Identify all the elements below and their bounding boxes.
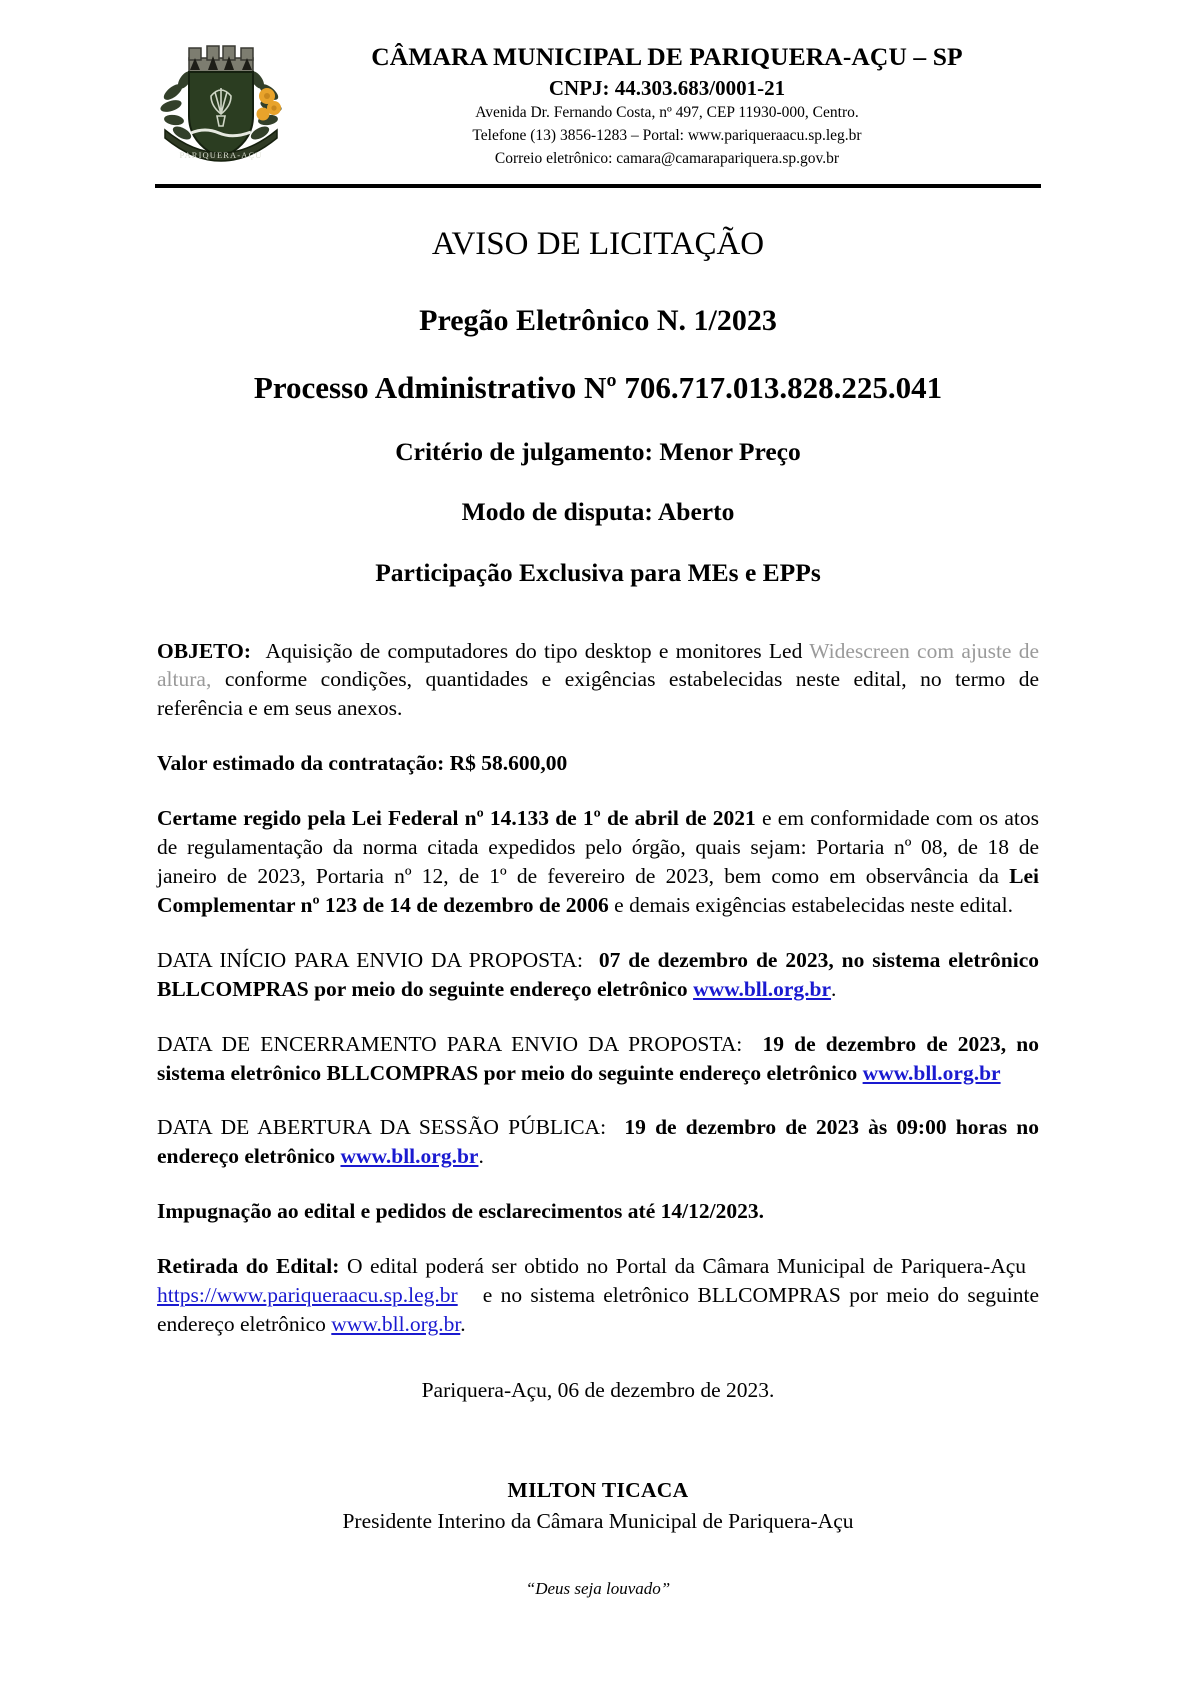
document-body [0, 637, 1191, 1600]
valor-estimado-text: Valor estimado da contratação: R$ 58.600,00 [157, 751, 568, 776]
retirada-text-first: O edital poderá ser obtido no Portal da Câmara Municipal de Pariquera-Açu [346, 1254, 1027, 1279]
retirada-text-rest: e no sistema eletrônico BLLCOMPRAS por meio do seguinte endereço eletrônico [157, 1283, 1039, 1336]
paragraph-impugnacao [157, 1197, 1039, 1226]
subtitle-pregao: Pregão Eletrônico N. 1/2023 [419, 303, 777, 337]
page-title: AVISO DE LICITAÇÃO [431, 226, 765, 262]
organization-identity [287, 34, 1041, 170]
certame-text-rest: e demais exigências estabelecidas neste edital. [614, 892, 1013, 917]
letterhead [0, 0, 1191, 174]
organization-phone-portal: Telefone (13) 3856-1283 – Portal: www.pariqueraacu.sp.leg.br [472, 127, 862, 145]
retirada-period: . [460, 1311, 466, 1336]
coat-of-arms-icon [155, 34, 287, 174]
paragraph-objeto [157, 637, 1039, 724]
paragraph-retirada-edital [157, 1252, 1039, 1339]
impugnacao-text: Impugnação ao edital e pedidos de esclarecimentos até 14/12/2023. [157, 1199, 764, 1224]
organization-cnpj: CNPJ: 44.303.683/0001-21 [548, 76, 786, 101]
link-bll-abertura-sessao[interactable]: www.bll.org.br [340, 1144, 479, 1169]
signatory-role: Presidente Interino da Câmara Municipal de Pariquera-Açu [342, 1508, 854, 1533]
objeto-label: OBJETO: [157, 638, 251, 663]
link-bll-proposta-inicio[interactable]: www.bll.org.br [693, 976, 832, 1001]
link-portal-camara[interactable]: https://www.pariqueraacu.sp.leg.br [157, 1283, 458, 1308]
subtitle-modo: Modo de disputa: Aberto [461, 497, 735, 527]
title-block [0, 225, 1191, 589]
subtitle-participacao: Participação Exclusiva para MEs e EPPs [375, 557, 821, 587]
data-abertura-value: 19 de dezembro de 2023 às 09:00 horas no endereço eletrônico [157, 1115, 1040, 1169]
link-bll-retirada[interactable]: www.bll.org.br [331, 1311, 461, 1336]
signature-city-date: Pariquera-Açu, 06 de dezembro de 2023. [421, 1377, 775, 1402]
data-encerramento-value: 19 de dezembro de 2023, no sistema eletrônico BLLCOMPRAS por meio do seguinte endereço eletrônico [157, 1031, 1040, 1085]
certame-lei-federal: Certame regido pela Lei Federal nº 14.133 de 1º de abril de 2021 [157, 806, 756, 831]
data-inicio-label: DATA INÍCIO PARA ENVIO DA PROPOSTA: [157, 947, 583, 972]
header-divider [155, 184, 1041, 188]
subtitle-criterio: Critério de julgamento: Menor Preço [395, 436, 801, 466]
objeto-text-rest: conforme condições, quantidades e exigências estabelecidas neste edital, no termo de referência e em seus anexos. [157, 667, 1039, 721]
objeto-text-highlighted: Widescreen com ajuste de altura, [157, 638, 1040, 692]
link-bll-proposta-encerramento[interactable]: www.bll.org.br [862, 1060, 1001, 1085]
paragraph-data-encerramento [157, 1030, 1039, 1088]
signatory-name: MILTON TICACA [507, 1477, 689, 1502]
data-inicio-period: . [831, 976, 837, 1001]
objeto-text-first: Aquisição de computadores do tipo desktop e monitores Led [265, 638, 803, 663]
footer-motto: “Deus seja louvado” [525, 1578, 671, 1598]
subtitle-processo: Processo Administrativo Nº 706.717.013.828.225.041 [253, 369, 943, 405]
svg-text:PARIQUERA-AÇU: PARIQUERA-AÇU [179, 150, 263, 160]
organization-email: Correio eletrônico: camara@camarapariquera.sp.gov.br [494, 149, 840, 167]
paragraph-data-inicio [157, 946, 1039, 1004]
data-abertura-label: DATA DE ABERTURA DA SESSÃO PÚBLICA: [157, 1115, 607, 1140]
certame-lei-complementar: Lei Complementar nº 123 de 14 de dezembro de 2006 [157, 864, 1039, 917]
data-inicio-value: 07 de dezembro de 2023, no sistema eletrônico BLLCOMPRAS por meio do seguinte endereço eletrônico [157, 947, 1040, 1001]
organization-address: Avenida Dr. Fernando Costa, nº 497, CEP 11930-000, Centro. [475, 104, 859, 122]
data-abertura-period: . [478, 1144, 484, 1169]
organization-name: CÂMARA MUNICIPAL DE PARIQUERA-AÇU – SP [371, 42, 963, 71]
paragraph-data-abertura [157, 1113, 1039, 1171]
paragraph-valor-estimado [157, 749, 1039, 778]
certame-text-first: e em conformidade com os atos de regulamentação da norma citada expedidos pelo órgão, quais sejam: Portaria nº 08, de 18 de janeiro de 2023, Portaria nº 12, de 1º de fevereiro de 2023, bem como em observância da [157, 806, 1039, 888]
paragraph-certame [157, 804, 1039, 920]
data-encerramento-label: DATA DE ENCERRAMENTO PARA ENVIO DA PROPOSTA: [157, 1031, 743, 1056]
retirada-label: Retirada do Edital: [157, 1254, 340, 1279]
